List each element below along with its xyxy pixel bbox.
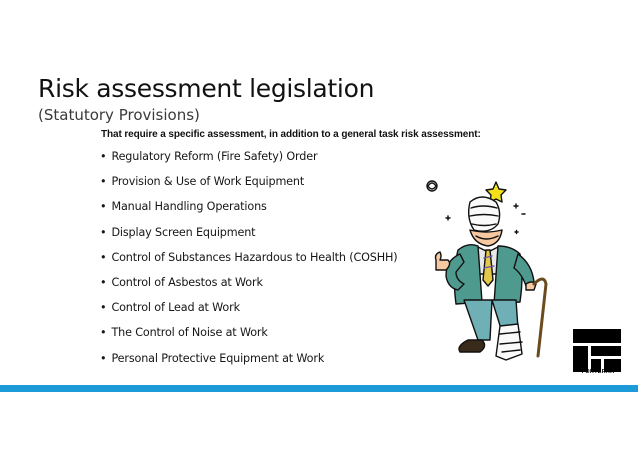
bullet-dot: • bbox=[100, 225, 107, 239]
bullet-dot: • bbox=[100, 351, 107, 365]
list-item bbox=[100, 226, 398, 251]
bullet-dot: • bbox=[100, 301, 107, 315]
bullet-text: Manual Handling Operations bbox=[111, 200, 267, 214]
list-item bbox=[100, 200, 398, 225]
logo-wordmark: FORTERRA bbox=[581, 369, 615, 375]
bullet-text: Personal Protective Equipment at Work bbox=[111, 351, 325, 365]
list-item bbox=[100, 326, 398, 351]
accent-bar bbox=[0, 385, 638, 392]
bullet-dot: • bbox=[100, 175, 107, 189]
bullet-text: Display Screen Equipment bbox=[111, 225, 256, 239]
bullet-text: Provision & Use of Work Equipment bbox=[111, 175, 305, 189]
slide-subtitle: (Statutory Provisions) bbox=[38, 106, 200, 124]
list-item bbox=[100, 251, 398, 276]
bullet-dot: • bbox=[100, 250, 107, 264]
list-item bbox=[100, 175, 398, 200]
bullet-dot: • bbox=[100, 200, 107, 214]
list-item bbox=[100, 276, 398, 301]
bullet-text: Control of Substances Hazardous to Health (COSHH) bbox=[111, 250, 398, 264]
injured-man-cartoon-icon bbox=[418, 176, 552, 366]
bullet-dot: • bbox=[100, 150, 107, 163]
intro-text: That require a specific assessment, in addition to a general task risk assessment: bbox=[101, 129, 481, 140]
list-item bbox=[100, 150, 398, 175]
list-item bbox=[100, 301, 398, 326]
bullet-text: Regulatory Reform (Fire Safety) Order bbox=[111, 150, 318, 163]
bullet-dot: • bbox=[100, 326, 107, 340]
list-item bbox=[100, 352, 398, 377]
bullet-text: Control of Asbestos at Work bbox=[111, 275, 263, 289]
slide-title: Risk assessment legislation bbox=[38, 74, 375, 103]
bullet-text: Control of Lead at Work bbox=[111, 301, 240, 315]
bullet-list bbox=[100, 150, 398, 377]
bullet-text: The Control of Noise at Work bbox=[111, 326, 268, 340]
bullet-dot: • bbox=[100, 275, 107, 289]
